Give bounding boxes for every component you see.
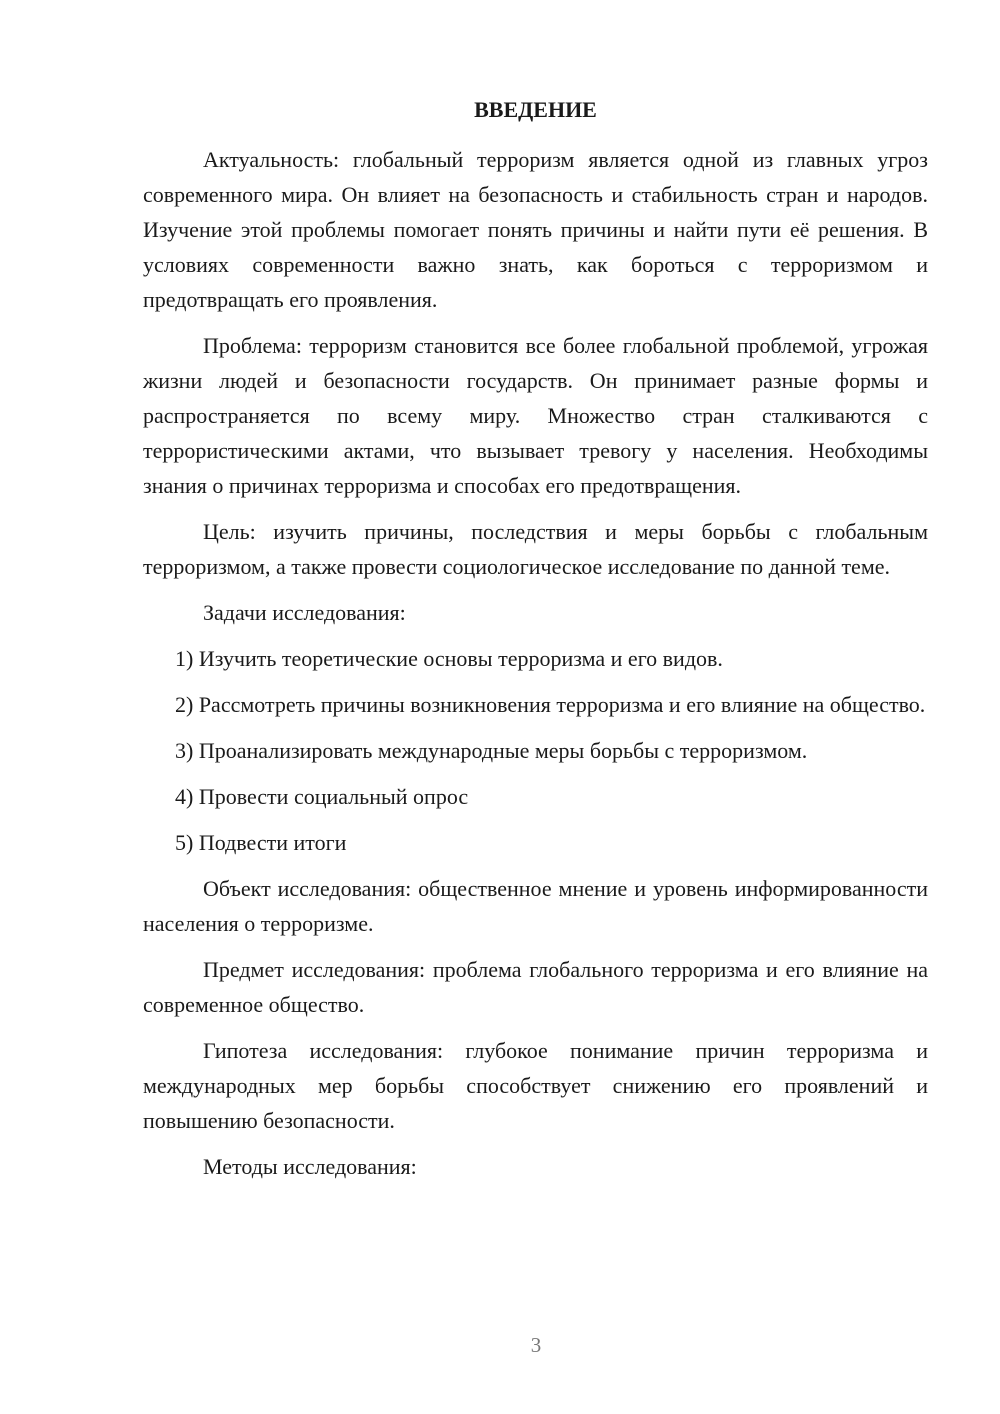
page-content bbox=[143, 92, 928, 1195]
page-number: 3 bbox=[530, 1333, 542, 1357]
paragraph-goal: Цель: изучить причины, последствия и меры борьбы с глобальным терроризмом, а также провести социологическое исследование по данной теме. bbox=[143, 519, 928, 579]
paragraph-object: Объект исследования: общественное мнение и уровень информированности населения о терроризме. bbox=[143, 876, 928, 936]
task-item: 5) Подвести итоги bbox=[175, 830, 347, 855]
paragraph-relevance: Актуальность: глобальный терроризм является одной из главных угроз современного мира. Он влияет на безопасность и стабильность стран и народов. Изучение этой проблемы помогает понять причины и найти пути её решения. В условиях современности важно знать, как бороться с терроризмом и предотвращать его проявления. bbox=[143, 147, 928, 312]
paragraph-problem: Проблема: терроризм становится все более глобальной проблемой, угрожая жизни людей и безопасности государств. Он принимает разные формы и распространяется по всему миру. Множество стран сталкиваются с террористическими актами, что вызывает тревогу у населения. Необходимы знания о причинах терроризма и способах его предотвращения. bbox=[143, 333, 928, 498]
task-item: 1) Изучить теоретические основы терроризма и его видов. bbox=[175, 646, 723, 671]
paragraph-subject: Предмет исследования: проблема глобального терроризма и его влияние на современное общество. bbox=[143, 957, 928, 1017]
paragraph-hypothesis: Гипотеза исследования: глубокое понимание причин терроризма и международных мер борьбы способствует снижению его проявлений и повышению безопасности. bbox=[143, 1038, 928, 1133]
task-item: 4) Провести социальный опрос bbox=[175, 784, 469, 809]
task-item: 3) Проанализировать международные меры борьбы с терроризмом. bbox=[175, 738, 808, 763]
paragraph-tasks-heading: Задачи исследования: bbox=[203, 600, 406, 625]
task-item: 2) Рассмотреть причины возникновения терроризма и его влияние на общество. bbox=[175, 692, 926, 717]
paragraph-methods: Методы исследования: bbox=[203, 1154, 417, 1179]
section-title: ВВЕДЕНИЕ bbox=[474, 97, 597, 122]
